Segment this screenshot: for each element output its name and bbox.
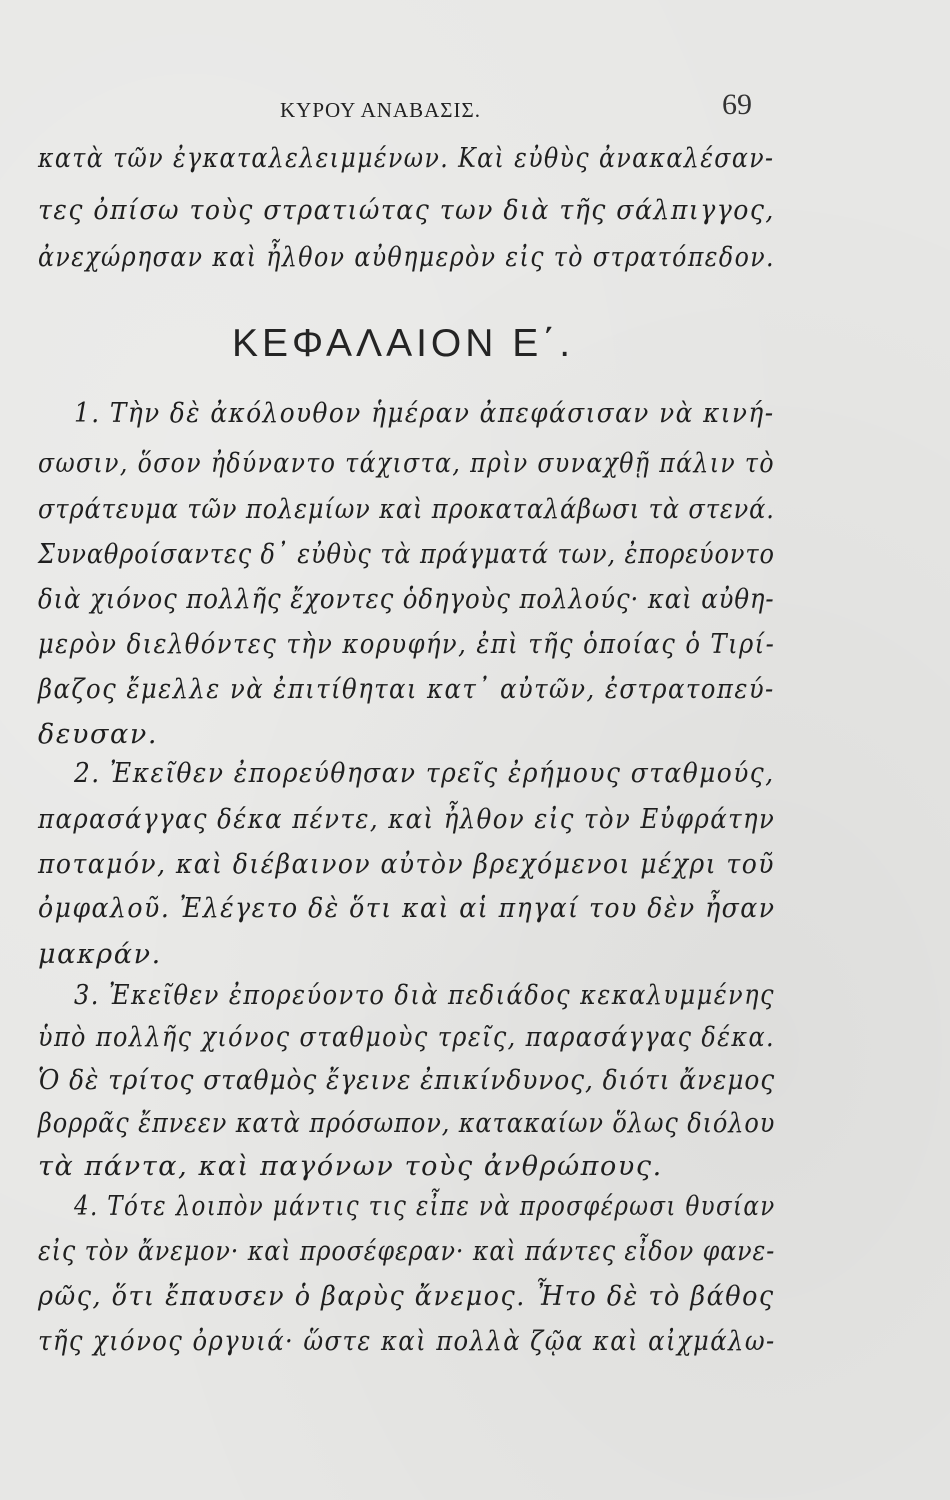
- paragraph-line: 2. Ἐκεῖθεν ἐπορεύθησαν τρεῖς ἐρήμους σταθμούς,: [74, 758, 775, 789]
- text-line: Συναθροίσαντες δ᾽ εὐθὺς τὰ πράγματά των, ἐπορεύοντο: [38, 539, 775, 570]
- text-line: τῆς χιόνος ὀργυιά· ὥστε καὶ πολλὰ ζῷα καὶ αἰχμάλω-: [38, 1326, 776, 1357]
- paragraph-line: 3. Ἐκεῖθεν ἐπορεύοντο διὰ πεδιάδος κεκαλυμμένης: [74, 980, 775, 1011]
- text-line: μερὸν διελθόντες τὴν κορυφήν, ἐπὶ τῆς ὁποίας ὁ Τιρί-: [38, 629, 776, 660]
- text-line: βαζος ἔμελλε νὰ ἐπιτίθηται κατ᾽ αὐτῶν, ἐστρατοπεύ-: [38, 674, 775, 705]
- text-line: διὰ χιόνος πολλῆς ἔχοντες ὁδηγοὺς πολλούς· καὶ αὐθη-: [38, 584, 775, 615]
- text-line: ὀμφαλοῦ. Ἐλέγετο δὲ ὅτι καὶ αἱ πηγαί του δὲν ἦσαν: [38, 893, 776, 924]
- paragraph-line: 4. Τότε λοιπὸν μάντις τις εἶπε νὰ προσφέρωσι θυσίαν: [74, 1191, 776, 1222]
- text-line: εἰς τὸν ἄνεμον· καὶ προσέφεραν· καὶ πάντες εἶδον φανε-: [38, 1236, 776, 1267]
- paragraph-line: 1. Τὴν δὲ ἀκόλουθον ἡμέραν ἀπεφάσισαν νὰ κινή-: [74, 398, 775, 429]
- text-line: δευσαν.: [38, 719, 159, 750]
- text-line: ποταμόν, καὶ διέβαινον αὐτὸν βρεχόμενοι μέχρι τοῦ: [38, 849, 775, 880]
- text-line: σωσιν, ὅσον ἠδύναντο τάχιστα, πρὶν συναχθῇ πάλιν τὸ: [38, 448, 775, 479]
- text-line: τες ὀπίσω τοὺς στρατιώτας των διὰ τῆς σάλπιγγος,: [38, 195, 775, 226]
- text-line: ρῶς, ὅτι ἔπαυσεν ὁ βαρὺς ἄνεμος. Ἦτο δὲ τὸ βάθος: [38, 1281, 775, 1312]
- text-line: παρασάγγας δέκα πέντε, καὶ ἦλθον εἰς τὸν Εὐφράτην: [38, 804, 776, 835]
- text-line: κατὰ τῶν ἐγκαταλελειμμένων. Καὶ εὐθὺς ἀνακαλέσαν-: [38, 143, 775, 174]
- page-number: 69: [722, 88, 752, 121]
- text-line: Ὁ δὲ τρίτος σταθμὸς ἔγεινε ἐπικίνδυνος, διότι ἄνεμος: [38, 1065, 776, 1096]
- chapter-heading: ΚΕΦΑΛΑΙΟΝ Ε΄.: [232, 322, 575, 365]
- text-line: τὰ πάντα, καὶ παγόνων τοὺς ἀνθρώπους.: [38, 1151, 663, 1182]
- text-line: ἀνεχώρησαν καὶ ἦλθον αὐθημερὸν εἰς τὸ στρατόπεδον.: [38, 242, 775, 273]
- text-line: μακράν.: [38, 939, 162, 970]
- text-line: βορρᾶς ἔπνεεν κατὰ πρόσωπον, κατακαίων ὅλως διόλου: [38, 1108, 776, 1139]
- text-line: στράτευμα τῶν πολεμίων καὶ προκαταλάβωσι τὰ στενά.: [38, 494, 775, 525]
- running-title: ΚΥΡΟΥ ΑΝΑΒΑΣΙΣ.: [280, 98, 481, 122]
- text-line: ὑπὸ πολλῆς χιόνος σταθμοὺς τρεῖς, παρασάγγας δέκα.: [38, 1022, 776, 1053]
